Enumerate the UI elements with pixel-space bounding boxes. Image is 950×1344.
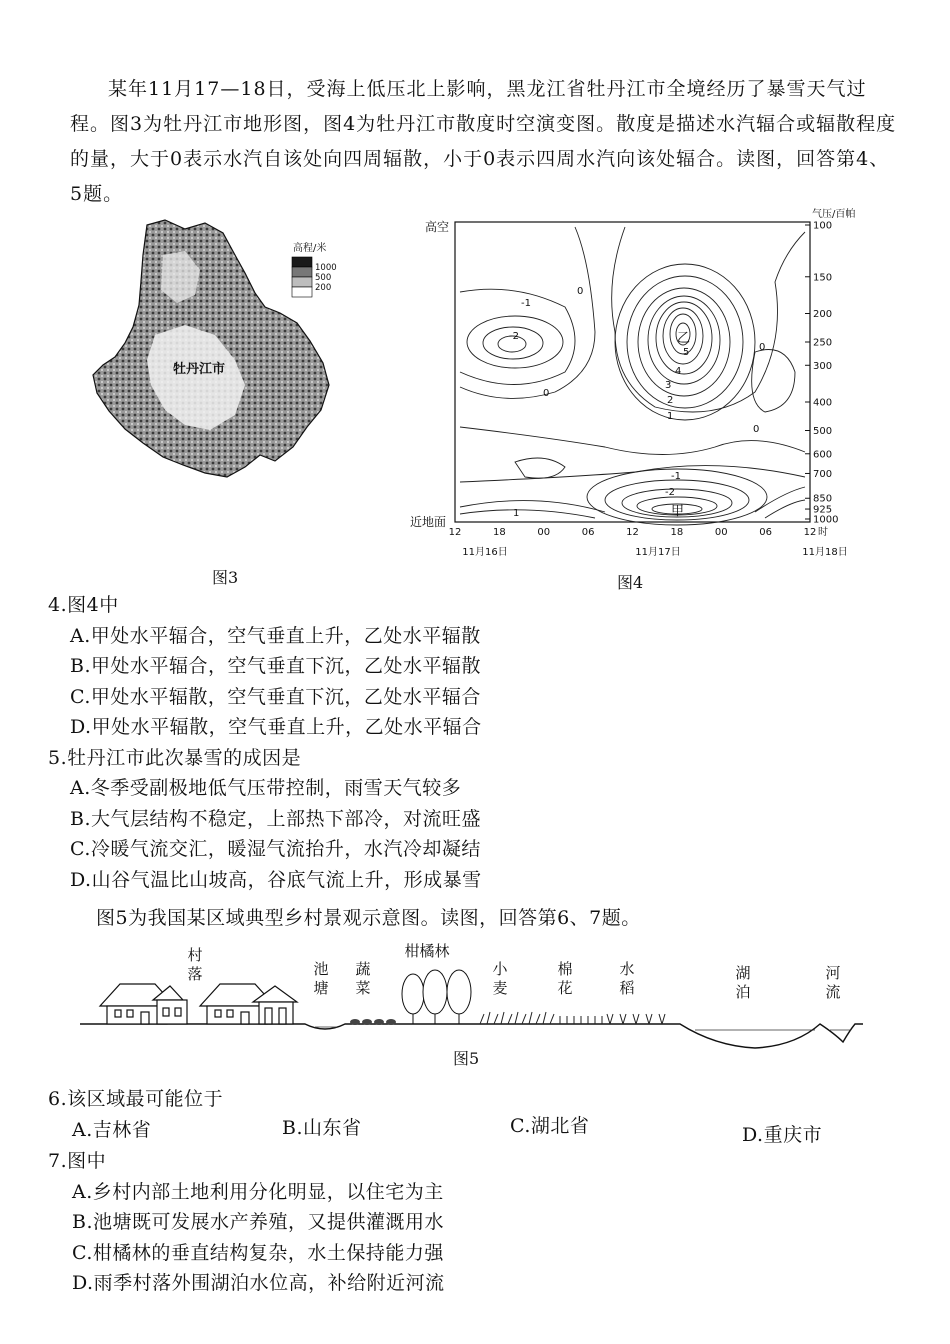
- landscape-label-cotton: 花: [557, 979, 573, 997]
- landscape-label-vegetable: 蔬: [355, 960, 371, 978]
- pressure-tick-label: 1000: [813, 514, 839, 526]
- legend-value-1000: 1000: [315, 263, 337, 273]
- figure5-caption: 图5: [453, 1049, 480, 1068]
- time-tick-label: 00: [714, 527, 728, 538]
- date-label: 11月16日: [462, 547, 508, 558]
- question-4-stem: 4.图4中: [48, 594, 119, 616]
- contour-label: 乙: [677, 331, 691, 346]
- pressure-tick-label: 400: [813, 397, 833, 409]
- question-6-option-c[interactable]: C.湖北省: [510, 1115, 590, 1137]
- question-5-option-b[interactable]: B.大气层结构不稳定，上部热下部冷，对流旺盛: [70, 807, 482, 830]
- time-tick-label: 12: [803, 527, 817, 538]
- contour-label: -2: [509, 331, 519, 342]
- citrus-trees: [402, 970, 471, 1024]
- contour-label: 2: [667, 395, 674, 406]
- pressure-tick-label: 300: [813, 360, 833, 372]
- question-6-option-a[interactable]: A.吉林省: [72, 1119, 152, 1141]
- ground-line: [80, 1024, 863, 1048]
- fig4-bottom-left-label: 近地面: [410, 515, 447, 529]
- contour-label: 0: [577, 286, 584, 297]
- time-tick-label: 12: [448, 527, 462, 538]
- date-label: 11月18日: [802, 547, 848, 558]
- landscape-label-pond: 塘: [313, 979, 329, 997]
- time-tick-label: 00: [537, 527, 551, 538]
- question-5-stem: 5.牡丹江市此次暴雪的成因是: [48, 746, 302, 769]
- legend-title: 高程/米: [293, 243, 327, 254]
- intro-text: 某年11月17—18日，受海上低压北上影响，黑龙江省牡丹江市全境经历了暴雪天气过程。图3为牡丹江市地形图，图4为牡丹江市散度时空演变图。散度是描述水汽辐合或辐散程度的量，大于0表示水汽自该处向四周辐散，小于0表示四周水汽向该处辐合。读图，回答第4、5题。: [70, 78, 897, 205]
- contour-label: 1: [513, 508, 520, 519]
- pressure-tick-label: 850: [813, 493, 833, 505]
- figure4-divergence-chart: [455, 220, 839, 526]
- plot-frame: [455, 222, 810, 522]
- question-4-option-c[interactable]: C.甲处水平辐散，空气垂直下沉，乙处水平辐合: [70, 685, 481, 708]
- landscape-label-lake: 泊: [735, 983, 751, 1001]
- question-7-stem: 7.图中: [48, 1150, 107, 1172]
- time-tick-label: 06: [581, 527, 595, 538]
- pressure-tick-label: 700: [813, 468, 833, 480]
- question-4-option-d[interactable]: D.甲处水平辐散，空气垂直上升，乙处水平辐合: [70, 716, 482, 738]
- contour-label: 0: [543, 388, 550, 399]
- figure4-time-axis: [440, 522, 850, 562]
- contour-label: 0: [753, 424, 760, 435]
- pressure-tick-label: 250: [813, 337, 833, 349]
- question-4: [48, 590, 482, 895]
- question-6-stem: 6.该区域最可能位于: [48, 1088, 224, 1110]
- figure3-caption: 图3: [212, 568, 239, 587]
- question-7-option-c[interactable]: C.柑橘林的垂直结构复杂，水土保持能力强: [72, 1241, 444, 1264]
- landscape-label-lake: 湖: [735, 964, 751, 982]
- time-tick-label: 18: [493, 527, 506, 538]
- landscape-label-rice: 稻: [619, 979, 635, 997]
- contour-label: -2: [665, 487, 675, 498]
- question-5-option-c[interactable]: C.冷暖气流交汇，暖湿气流抬升，水汽冷却凝结: [70, 838, 481, 860]
- fig4-top-left-label: 高空: [425, 220, 450, 234]
- landscape-label-citrus: 柑橘林: [404, 942, 450, 960]
- landscape-label-wheat: 小: [492, 960, 508, 978]
- time-tick-label: 18: [670, 527, 684, 538]
- question-7-option-a[interactable]: A.乡村内部土地利用分化明显，以住宅为主: [72, 1180, 444, 1203]
- question-6-option-d[interactable]: D.重庆市: [742, 1124, 823, 1146]
- contour-label: 0: [759, 342, 766, 353]
- question-7: [48, 1146, 445, 1299]
- landscape-label-pond: 池: [313, 960, 329, 978]
- landscape-label-rice: 水: [619, 960, 635, 978]
- contour-label: -1: [521, 298, 531, 309]
- pressure-tick-label: 100: [813, 220, 833, 232]
- landscape-label-river: 河: [825, 964, 841, 982]
- fig4-right-axis-title: 气压/百帕: [812, 209, 856, 220]
- contour-label: 3: [665, 380, 672, 391]
- landscape-label-river: 流: [825, 983, 841, 1001]
- question-4-option-a[interactable]: A.甲处水平辐合，空气垂直上升，乙处水平辐散: [70, 624, 481, 647]
- landscape-label-village: 落: [187, 965, 203, 983]
- contour-label: 4: [675, 366, 682, 377]
- pressure-tick-label: 200: [813, 309, 833, 321]
- village-houses: [100, 984, 297, 1024]
- time-axis-unit: 时: [818, 527, 828, 538]
- pressure-tick-label: 150: [813, 272, 833, 284]
- landscape-labels: [187, 942, 840, 1001]
- crop-rows: [480, 1012, 665, 1024]
- question-5-option-d[interactable]: D.山谷气温比山坡高，谷底气流上升，形成暴雪: [70, 868, 482, 891]
- elevation-legend: [292, 241, 337, 297]
- intro2-text: 图5为我国某区域典型乡村景观示意图。读图，回答第6、7题。: [96, 907, 641, 929]
- pressure-tick-label: 600: [813, 449, 833, 461]
- landscape-label-vegetable: 菜: [355, 979, 371, 997]
- contour-label: 5: [683, 347, 690, 358]
- contour-label: 甲: [671, 504, 685, 519]
- landscape-label-village: 村: [187, 946, 203, 964]
- question-7-option-b[interactable]: B.池塘既可发展水产养殖，又提供灌溉用水: [72, 1211, 445, 1233]
- contour-label: -1: [671, 471, 681, 482]
- question-5-option-a[interactable]: A.冬季受副极地低气压带控制，雨雪天气较多: [70, 777, 462, 799]
- pressure-tick-label: 925: [813, 504, 833, 516]
- question-7-option-d[interactable]: D.雨季村落外围湖泊水位高，补给附近河流: [72, 1272, 445, 1294]
- landscape-label-cotton: 棉: [557, 960, 573, 978]
- pressure-tick-label: 500: [813, 425, 833, 437]
- landscape-label-wheat: 麦: [492, 979, 508, 997]
- legend-value-200: 200: [315, 283, 332, 293]
- figure4-caption: 图4: [617, 573, 644, 592]
- time-tick-label: 06: [759, 527, 772, 538]
- date-label: 11月17日: [635, 547, 681, 558]
- intro-paragraph: [70, 72, 900, 212]
- legend-value-500: 500: [315, 273, 332, 283]
- contour-label: 1: [667, 411, 674, 422]
- city-label: 牡丹江市: [173, 362, 226, 377]
- figure3-terrain-map: [85, 215, 355, 485]
- question-6-option-b[interactable]: B.山东省: [282, 1117, 362, 1139]
- time-tick-label: 12: [626, 527, 639, 538]
- question-4-option-b[interactable]: B.甲处水平辐合，空气垂直下沉，乙处水平辐散: [70, 655, 482, 677]
